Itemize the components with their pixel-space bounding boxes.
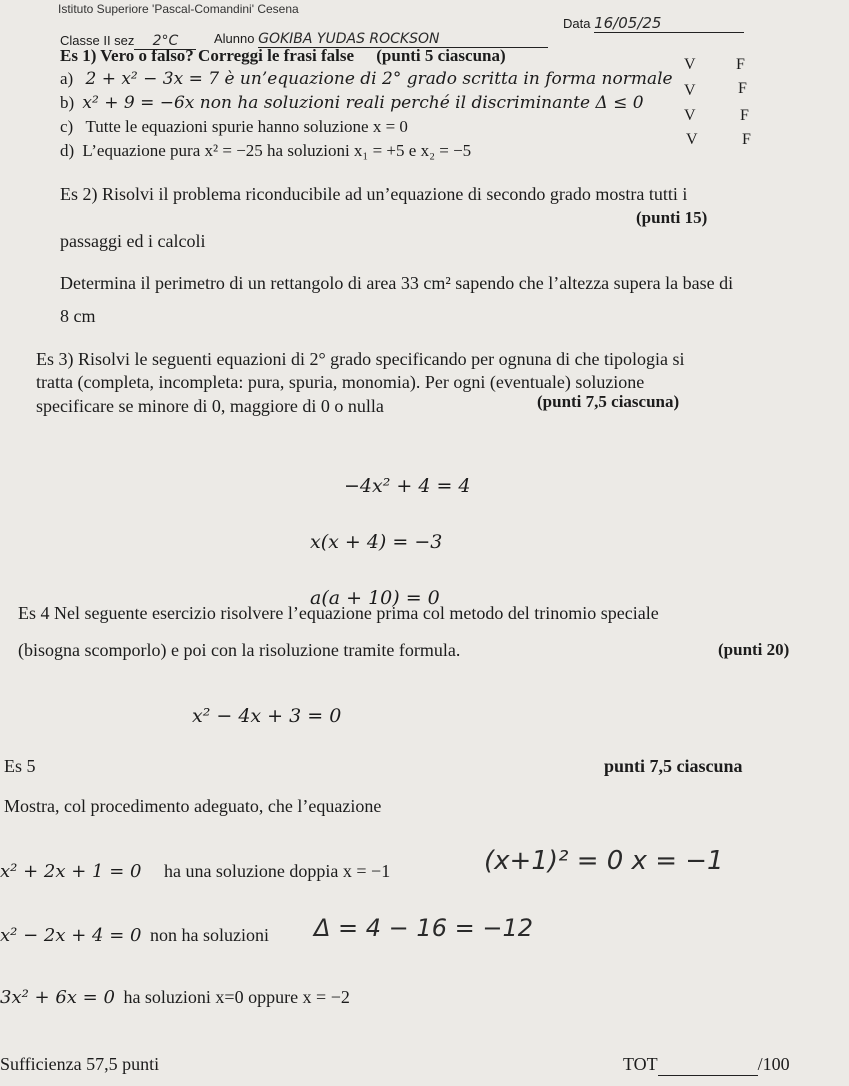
es5-equation-1: x² + 2x + 1 = 0 (0, 861, 142, 882)
es1-d-true[interactable]: V (686, 131, 698, 148)
es4-points: (punti 20) (718, 640, 790, 659)
es2-points: (punti 15) (636, 208, 708, 227)
es3-equation-2: x(x + 4) = −3 (310, 531, 443, 553)
es3-line2: tratta (completa, incompleta: pura, spuria, monomia). Per ogni (eventuale) soluzione (36, 372, 645, 392)
sufficienza: Sufficienza 57,5 punti (0, 1054, 160, 1074)
es5-equation-2: x² − 2x + 4 = 0 (0, 925, 142, 946)
es3-line1: Es 3) Risolvi le seguenti equazioni di 2° grado specificando per ognuna di che tipologia si (36, 349, 685, 369)
es5-claim-3: ha soluzioni x=0 oppure x = −2 (123, 987, 350, 1007)
es5-item-2 (0, 925, 269, 946)
class-field: Classe II sez 2°C (60, 33, 196, 50)
es2-line1: Es 2) Risolvi il problema riconducibile ad un’equazione di secondo grado mostra tutti i (60, 184, 688, 204)
es5-item-3 (0, 987, 350, 1008)
es1-item-b: b) x² + 9 = −6x non ha soluzioni reali perché il discriminante Δ ≤ 0 (60, 93, 644, 113)
es1-a-true[interactable]: V (684, 56, 696, 73)
es1-title: Es 1) Vero o falso? Correggi le frasi false (punti 5 ciascuna) (60, 46, 506, 65)
es5-claim-1: ha una soluzione doppia x = −1 (163, 861, 391, 881)
school-name: Istituto Superiore 'Pascal-Comandini' Cesena (58, 2, 299, 16)
es1-b-false[interactable]: F (738, 80, 747, 97)
date-value[interactable]: 16/05/25 (594, 14, 744, 33)
es5-handwritten-2: Δ = 4 − 16 = −12 (314, 914, 533, 942)
es5-claim-2: non ha soluzioni (149, 925, 269, 945)
es3-line3: specificare se minore di 0, maggiore di 0 o nulla (36, 396, 384, 416)
total-score: TOT /100 (623, 1054, 790, 1074)
es5-item-1 (0, 861, 390, 882)
es5-points: punti 7,5 ciascuna (604, 756, 743, 776)
es1-c-false[interactable]: F (740, 107, 749, 124)
student-name[interactable]: GOKIBA YUDAS ROCKSON (258, 31, 548, 48)
es3-points: (punti 7,5 ciascuna) (537, 392, 680, 411)
es2-problem-line2: 8 cm (60, 306, 96, 326)
es4-line2: (bisogna scomporlo) e poi con la risoluzione tramite formula. (18, 640, 461, 660)
es5-equation-3: 3x² + 6x = 0 (0, 987, 115, 1008)
es5-handwritten-1: (x+1)² = 0 x = −1 (484, 846, 724, 876)
es1-item-a: a) 2 + x² − 3x = 7 è un’equazione di 2° grado scritta in forma normale (60, 69, 673, 89)
es1-d-false[interactable]: F (742, 131, 751, 148)
es3-equation-1: −4x² + 4 = 4 (344, 475, 471, 497)
date-label: Data 16/05/25 (563, 14, 744, 33)
es5-intro: Mostra, col procedimento adeguato, che l’equazione (4, 796, 382, 816)
es5-title: Es 5 (4, 756, 36, 776)
es2-problem-line1: Determina il perimetro di un rettangolo di area 33 cm² sapendo che l’altezza supera la base di (60, 273, 734, 293)
es1-item-d: d) L’equazione pura x² = −25 ha soluzioni x₁ = +5 e x₂ = −5 (60, 141, 472, 160)
es1-a-false[interactable]: F (736, 56, 745, 73)
total-score-field[interactable] (658, 1054, 758, 1076)
es1-c-true[interactable]: V (684, 107, 696, 124)
es3-equation-3: a(a + 10) = 0 (310, 587, 440, 609)
es1-item-c: c) Tutte le equazioni spurie hanno soluzione x = 0 (60, 117, 408, 136)
es4-equation: x² − 4x + 3 = 0 (192, 705, 342, 727)
class-value[interactable]: 2°C (134, 33, 196, 50)
es2-line2: passaggi ed i calcoli (60, 231, 206, 251)
es4-line1: Es 4 Nel seguente esercizio risolvere l’equazione prima col metodo del trinomio speciale (18, 603, 659, 623)
es1-b-true[interactable]: V (684, 82, 696, 99)
student-field: Alunno GOKIBA YUDAS ROCKSON (214, 31, 548, 48)
